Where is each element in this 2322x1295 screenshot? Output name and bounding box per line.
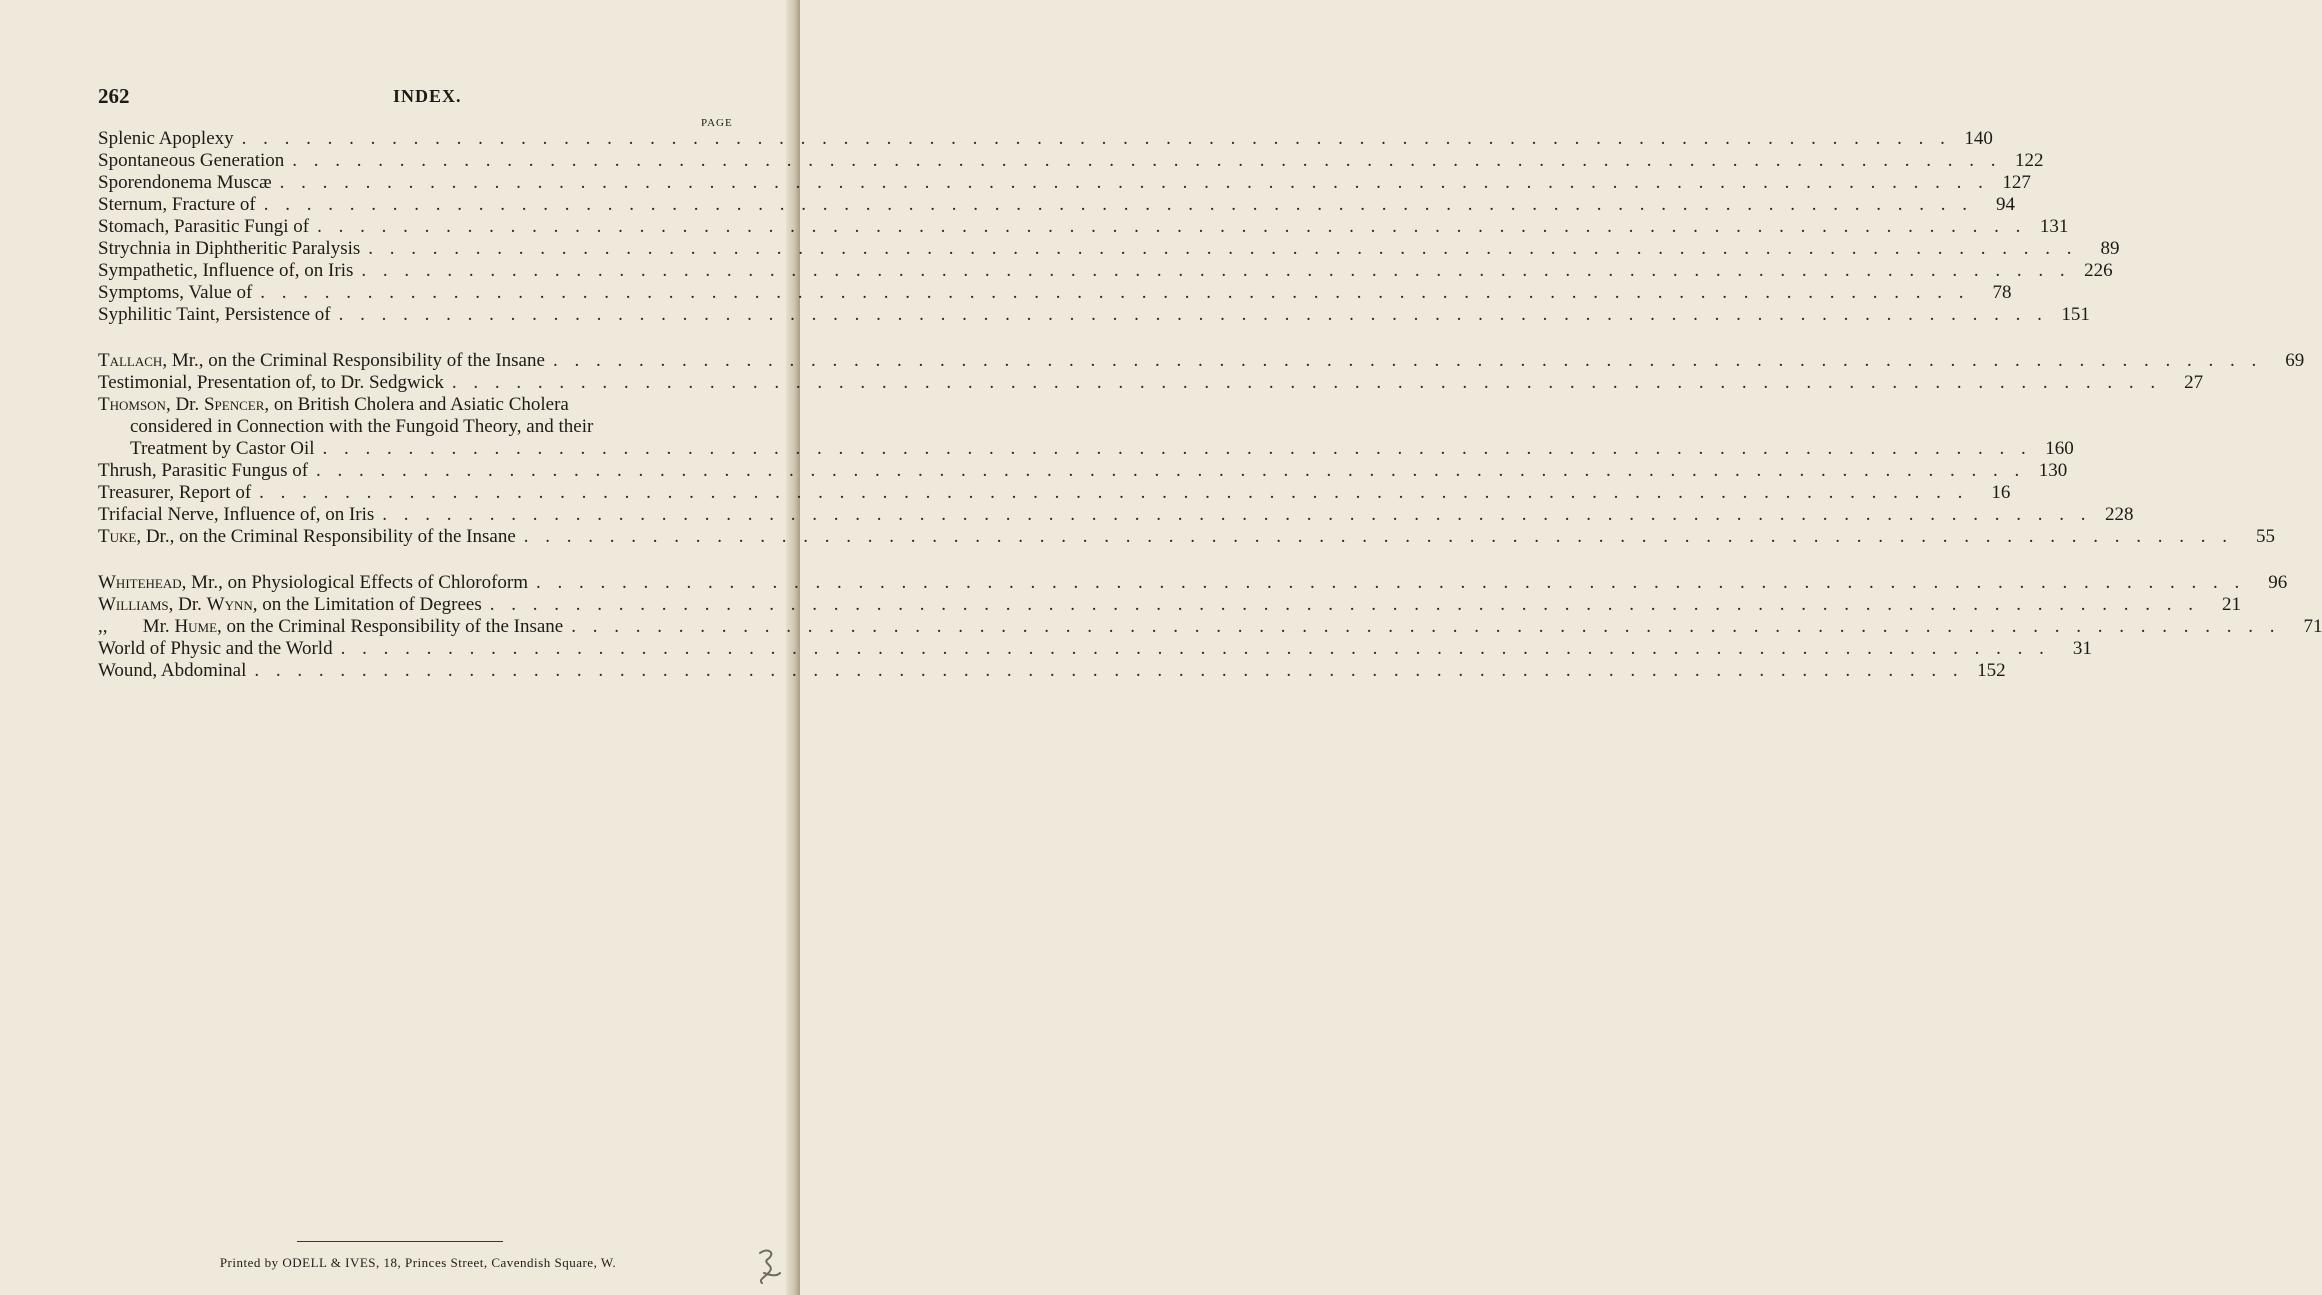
index-entry (98, 572, 2288, 594)
entry-title: on the Limitation of Degrees (257, 594, 482, 615)
entry-name-smallcaps: Tallach, (98, 350, 168, 371)
dot-leader: . . . . . . . . . . . . . . . . . . . . . . . . . . . . . . . . . . . . . . . . . . . . . . . . . . . . . . . . . . . . . . . . . . . . . . . . . . . . . . . . (316, 460, 2026, 481)
dot-leader: . . . . . . . . . . . . . . . . . . . . . . . . . . . . . . . . . . . . . . . . . . . . . . . . . . . . . . . . . . . . . . . . . . . . . . . . . . . . . . . . (451, 372, 2162, 393)
entry-page-number: 69 (2285, 350, 2305, 371)
dot-leader: . . . . . . . . . . . . . . . . . . . . . . . . . . . . . . . . . . . . . . . . . . . . . . . . . . . . . . . . . . . . . . . . . . . . . . . . . . . . . . . . (489, 594, 2200, 615)
index-group (98, 572, 2322, 682)
index-entry (98, 372, 2204, 394)
index-entry (98, 660, 2006, 682)
entry-title: Dr. (173, 594, 207, 615)
entry-page-number: 71 (2303, 616, 2322, 637)
entry-page-number: 152 (1977, 660, 2006, 681)
entry-text (98, 572, 528, 594)
entry-title: Thrush, Parasitic Fungus of (98, 460, 309, 481)
entry-text (98, 260, 353, 282)
entry-text (98, 616, 563, 638)
entry-text (98, 460, 308, 482)
entry-text (98, 482, 251, 504)
entry-text (98, 216, 309, 238)
entry-title: Mr., on Physiological Effects of Chloroform (186, 572, 529, 593)
index-entry (98, 304, 2090, 326)
entry-text (98, 282, 252, 304)
entry-title: Dr., on the Criminal Responsibility of the Insane (141, 526, 516, 547)
page-header (98, 84, 738, 114)
entry-title: World of Physic and the World (98, 638, 333, 659)
entry-title: considered in Connection with the Fungoid Theory, and their (130, 416, 594, 437)
entry-title: Sympathetic, Influence of, on Iris (98, 260, 354, 281)
index-entry (98, 394, 738, 416)
entry-title: Symptoms, Value of (98, 282, 253, 303)
entry-title: Mr., on the Criminal Responsibility of the Insane (167, 350, 545, 371)
dot-leader: . . . . . . . . . . . . . . . . . . . . . . . . . . . . . . . . . . . . . . . . . . . . . . . . . . . . . . . . . . . . . . . . . . . . . . . . . . . . . . . . (263, 194, 1974, 215)
dot-leader: . . . . . . . . . . . . . . . . . . . . . . . . . . . . . . . . . . . . . . . . . . . . . . . . . . . . . . . . . . . . . . . . . . . . . . . . . . . . . . . . (340, 638, 2050, 659)
entry-text (98, 438, 315, 460)
index-entry (98, 638, 2092, 660)
dot-leader: . . . . . . . . . . . . . . . . . . . . . . . . . . . . . . . . . . . . . . . . . . . . . . . . . . . . . . . . . . . . . . . . . . . . . . . . . . . . . . . . (322, 438, 2032, 459)
printer-imprint: Printed by ODELL & IVES, 18, Princes Street, Cavendish Square, W. (219, 1255, 617, 1270)
entry-page-number: 122 (2015, 150, 2044, 171)
entry-title: Splenic Apoplexy (98, 128, 234, 149)
running-head: INDEX. (393, 86, 462, 106)
entry-page-number: 16 (1991, 482, 2011, 503)
entry-name-smallcaps: Tuke, (98, 526, 142, 547)
entry-title: Treatment by Castor Oil (130, 438, 315, 459)
footer-rule (297, 1241, 503, 1242)
entry-text (98, 504, 374, 526)
entry-text (98, 350, 545, 372)
index-entry (98, 282, 2012, 304)
entry-page-number: 27 (2184, 372, 2204, 393)
entry-title: Sternum, Fracture of (98, 194, 256, 215)
dot-leader: . . . . . . . . . . . . . . . . . . . . . . . . . . . . . . . . . . . . . . . . . . . . . . . . . . . . . . . . . . . . . . . . . . . . . . . . . . . . . . . . (254, 660, 1964, 681)
entry-title: Stomach, Parasitic Fungi of (98, 216, 310, 237)
index-entry (98, 350, 2305, 372)
entry-title: on British Cholera and Asiatic Cholera (269, 394, 569, 415)
entry-name-smallcaps: Williams, (98, 594, 174, 615)
entry-text (98, 394, 569, 416)
dot-leader: . . . . . . . . . . . . . . . . . . . . . . . . . . . . . . . . . . . . . . . . . . . . . . . . . . . . . . . . . . . . . . . . . . . . . . . . . . . . . . . . (241, 128, 1951, 149)
dot-leader: . . . . . . . . . . . . . . . . . . . . . . . . . . . . . . . . . . . . . . . . . . . . . . . . . . . . . . . . . . . . . . . . . . . . . . . . . . . . . . . . (317, 216, 2027, 237)
index-entry (98, 238, 2120, 260)
index-group (98, 128, 2120, 326)
entry-text (98, 416, 593, 438)
entry-title: Mr. (138, 616, 175, 637)
entry-title: Syphilitic Taint, Persistence of (98, 304, 331, 325)
dot-leader: . . . . . . . . . . . . . . . . . . . . . . . . . . . . . . . . . . . . . . . . . . . . . . . . . . . . . . . . . . . . . . . . . . . . . . . . . . . . . . . . (552, 350, 2263, 371)
entry-text (98, 372, 444, 394)
entry-text (98, 526, 516, 548)
entry-text (98, 194, 256, 216)
entry-name-smallcaps: Whitehead, (98, 572, 187, 593)
dot-leader: . . . . . . . . . . . . . . . . . . . . . . . . . . . . . . . . . . . . . . . . . . . . . . . . . . . . . . . . . . . . . . . . . . . . . . . . . . . . . . . . (260, 282, 1970, 303)
index-entry (98, 460, 2068, 482)
dot-leader: . . . . . . . . . . . . . . . . . . . . . . . . . . . . . . . . . . . . . . . . . . . . . . . . . . . . . . . . . . . . . . . . . . . . . . . . . . . . . . . . (292, 150, 2002, 171)
entry-page-number: 131 (2039, 216, 2069, 237)
ditto-mark: ,, (98, 616, 108, 637)
entry-text (98, 594, 482, 616)
entry-name-smallcaps: Thomson, (98, 394, 171, 415)
entry-title: Spontaneous Generation (98, 150, 285, 171)
dot-leader: . . . . . . . . . . . . . . . . . . . . . . . . . . . . . . . . . . . . . . . . . . . . . . . . . . . . . . . . . . . . . . . . . . . . . . . . . . . . . . . . (523, 526, 2234, 547)
entry-name-smallcaps: Wynn, (206, 594, 258, 615)
index-entry (98, 194, 2016, 216)
dot-leader: . . . . . . . . . . . . . . . . . . . . . . . . . . . . . . . . . . . . . . . . . . . . . . . . . . . . . . . . . . . . . . . . . . . . . . . . . . . . . . . . (259, 482, 1969, 503)
entry-text (98, 304, 331, 326)
entry-title: Dr. (170, 394, 204, 415)
entry-title: on the Criminal Responsibility of the Insane (221, 616, 564, 637)
entry-page-number: 140 (1964, 128, 1993, 149)
entry-name-smallcaps: Spencer, (203, 394, 270, 415)
entry-page-number: 89 (2100, 238, 2120, 259)
entry-title: Treasurer, Report of (98, 482, 252, 503)
index-entry (98, 416, 738, 438)
entry-page-number: 21 (2222, 594, 2242, 615)
entry-name-smallcaps: Hume, (174, 616, 222, 637)
entry-page-number: 78 (1992, 282, 2012, 303)
index-entry (98, 216, 2069, 238)
entry-text (98, 238, 360, 260)
entry-text (98, 638, 333, 660)
entry-page-number: 127 (2002, 172, 2031, 193)
dot-leader: . . . . . . . . . . . . . . . . . . . . . . . . . . . . . . . . . . . . . . . . . . . . . . . . . . . . . . . . . . . . . . . . . . . . . . . . . . . . . . . . (382, 504, 2092, 525)
dot-leader: . . . . . . . . . . . . . . . . . . . . . . . . . . . . . . . . . . . . . . . . . . . . . . . . . . . . . . . . . . . . . . . . . . . . . . . . . . . . . . . . (338, 304, 2048, 325)
index-entry (98, 172, 2031, 194)
index-entry (98, 526, 2276, 548)
handwritten-mark-icon (752, 1247, 782, 1287)
index-entry (98, 616, 2322, 638)
index-entry (98, 260, 2113, 282)
entry-title: Strychnia in Diphtheritic Paralysis (98, 238, 361, 259)
entry-title: Wound, Abdominal (98, 660, 247, 681)
dot-leader: . . . . . . . . . . . . . . . . . . . . . . . . . . . . . . . . . . . . . . . . . . . . . . . . . . . . . . . . . . . . . . . . . . . . . . . . . . . . . . . . (368, 238, 2078, 259)
dot-leader: . . . . . . . . . . . . . . . . . . . . . . . . . . . . . . . . . . . . . . . . . . . . . . . . . . . . . . . . . . . . . . . . . . . . . . . . . . . . . . . . (571, 616, 2281, 637)
index-entry (98, 594, 2242, 616)
entry-page-number: 130 (2038, 460, 2068, 481)
page-number: 262 (98, 84, 130, 108)
entry-page-number: 96 (2268, 572, 2288, 593)
dot-leader: . . . . . . . . . . . . . . . . . . . . . . . . . . . . . . . . . . . . . . . . . . . . . . . . . . . . . . . . . . . . . . . . . . . . . . . . . . . . . . . . (279, 172, 1989, 193)
entry-page-number: 55 (2256, 526, 2276, 547)
entry-page-number: 226 (2084, 260, 2113, 281)
index-entry (98, 482, 2011, 504)
entry-title: Trifacial Nerve, Influence of, on Iris (98, 504, 375, 525)
entry-text (98, 660, 246, 682)
entry-page-number: 151 (2061, 304, 2090, 325)
entry-page-number: 228 (2105, 504, 2134, 525)
dot-leader: . . . . . . . . . . . . . . . . . . . . . . . . . . . . . . . . . . . . . . . . . . . . . . . . . . . . . . . . . . . . . . . . . . . . . . . . . . . . . . . . (361, 260, 2071, 281)
index-group (98, 350, 2305, 548)
entry-page-number: 31 (2072, 638, 2092, 659)
index-list (98, 128, 2322, 682)
entry-page-number: 160 (2045, 438, 2074, 459)
entry-text (98, 150, 284, 172)
index-entry (98, 438, 2074, 460)
entry-text (98, 128, 234, 150)
page-column-label: PAGE (701, 117, 733, 129)
entry-text (98, 172, 272, 194)
entry-title: Sporendonema Muscæ (98, 172, 272, 193)
entry-title: Testimonial, Presentation of, to Dr. Sedgwick (98, 372, 444, 393)
index-entry (98, 504, 2134, 526)
dot-leader: . . . . . . . . . . . . . . . . . . . . . . . . . . . . . . . . . . . . . . . . . . . . . . . . . . . . . . . . . . . . . . . . . . . . . . . . . . . . . . . . (536, 572, 2246, 593)
entry-page-number: 94 (1996, 194, 2016, 215)
index-entry (98, 150, 2044, 172)
index-entry (98, 128, 1993, 150)
